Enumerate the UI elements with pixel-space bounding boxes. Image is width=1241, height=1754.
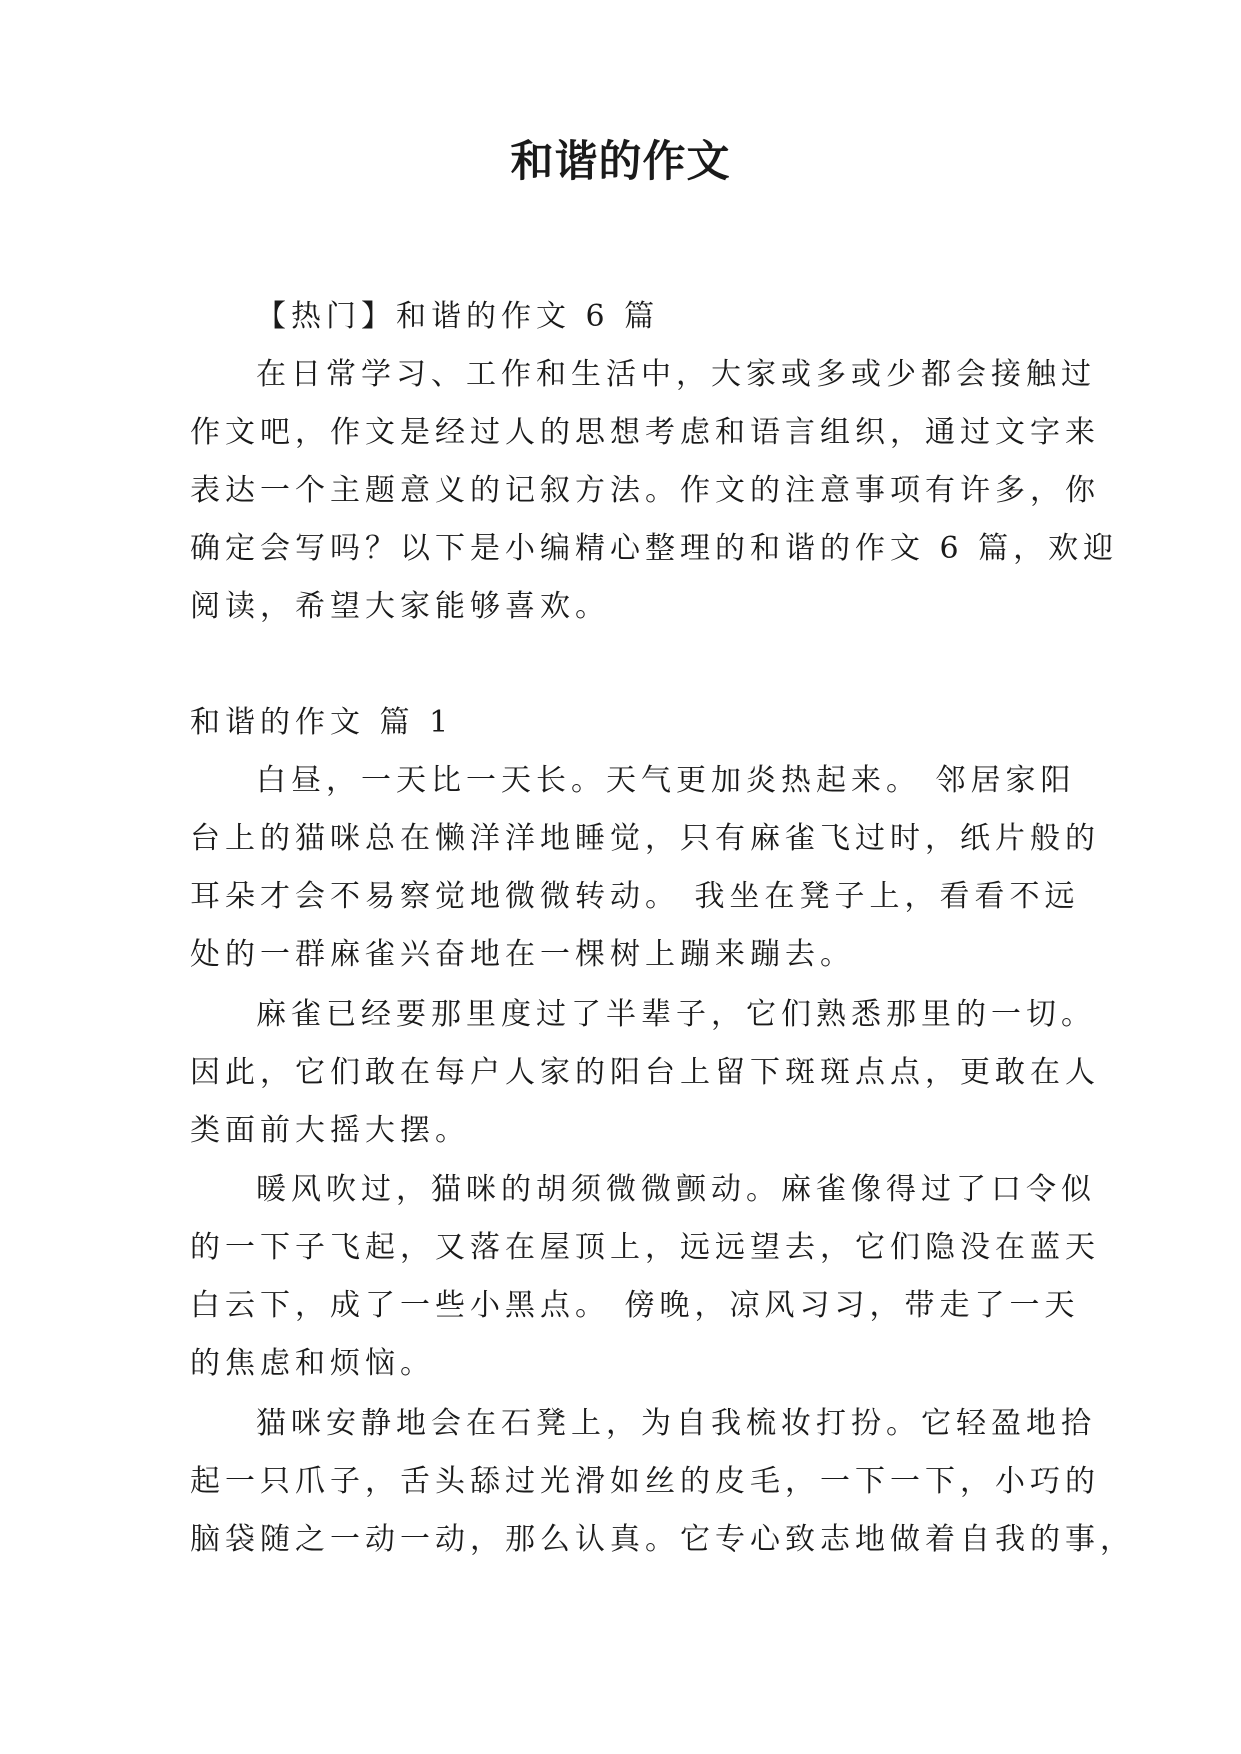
paragraph-line: 起一只爪子，舌头舔过光滑如丝的皮毛，一下一下，小巧的 (190, 1464, 1100, 1499)
paragraph-line: 类面前大摇大摆。 (190, 1113, 470, 1148)
page-title: 和谐的作文 (510, 137, 731, 187)
intro-line: 阅读，希望大家能够喜欢。 (190, 589, 610, 624)
intro-line: 在日常学习、工作和生活中，大家或多或少都会接触过 (256, 357, 1096, 392)
paragraph-line: 因此，它们敢在每户人家的阳台上留下斑斑点点，更敢在人 (190, 1055, 1100, 1090)
paragraph-line: 暖风吹过，猫咪的胡须微微颤动。麻雀像得过了口令似 (256, 1172, 1096, 1207)
paragraph-line: 的一下子飞起，又落在屋顶上，远远望去，它们隐没在蓝天 (190, 1230, 1100, 1265)
intro-line: 表达一个主题意义的记叙方法。作文的注意事项有许多，你 (190, 473, 1100, 508)
paragraph-line: 麻雀已经要那里度过了半辈子，它们熟悉那里的一切。 (256, 997, 1096, 1032)
paragraph-line: 白云下，成了一些小黑点。 傍晚，凉风习习，带走了一天 (190, 1288, 1080, 1323)
intro-heading: 【热门】和谐的作文 6 篇 (256, 299, 660, 334)
intro-line: 作文吧，作文是经过人的思想考虑和语言组织，通过文字来 (190, 415, 1100, 450)
paragraph-line: 耳朵才会不易察觉地微微转动。 我坐在凳子上，看看不远 (190, 879, 1080, 914)
paragraph-line: 猫咪安静地会在石凳上，为自我梳妆打扮。它轻盈地拾 (256, 1406, 1096, 1441)
paragraph-line: 台上的猫咪总在懒洋洋地睡觉，只有麻雀飞过时，纸片般的 (190, 821, 1100, 856)
paragraph-line: 脑袋随之一动一动，那么认真。它专心致志地做着自我的事， (190, 1522, 1135, 1557)
paragraph-line: 白昼，一天比一天长。天气更加炎热起来。 邻居家阳 (256, 763, 1076, 798)
intro-line: 确定会写吗？以下是小编精心整理的和谐的作文 6 篇，欢迎 (190, 531, 1119, 566)
paragraph-line: 的焦虑和烦恼。 (190, 1346, 435, 1381)
section-heading: 和谐的作文 篇 1 (190, 705, 454, 740)
paragraph-line: 处的一群麻雀兴奋地在一棵树上蹦来蹦去。 (190, 937, 855, 972)
